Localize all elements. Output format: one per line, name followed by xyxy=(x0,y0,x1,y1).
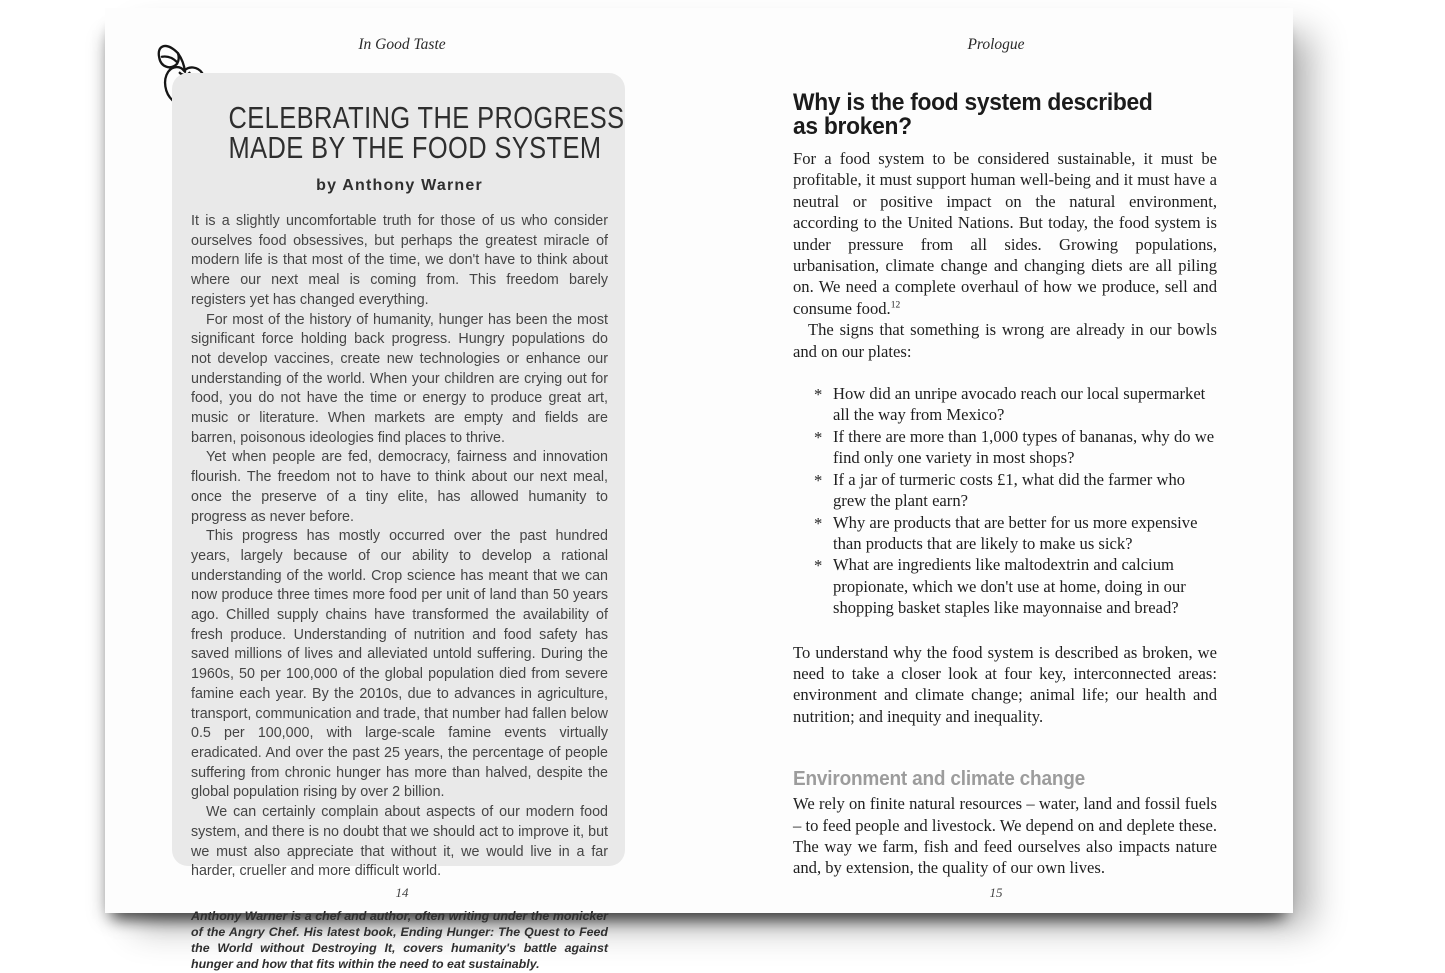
essay-body xyxy=(191,212,608,882)
footnote-reference: 12 xyxy=(890,300,901,311)
intro-paragraph xyxy=(793,148,1217,319)
list-item xyxy=(793,554,1217,618)
essay-paragraph: It is a slightly uncomfortable truth for those of us who consider ourselves food obsessives, but perhaps the greatest miracle of modern life is that most of the time, we don't have to think about where our next meal is coming from. This freedom barely registers yet has changed everything. xyxy=(191,213,608,308)
prologue-text-column xyxy=(793,8,1217,879)
subsection-heading: Environment and climate change xyxy=(793,768,1086,791)
essay-paragraph: This progress has mostly occurred over the past hundred years, largely because of our ability to develop a rational understanding of the world. Crop science has meant that we can now produce three times more food per unit of land than 50 years ago. Chilled supply chains have transformed the availability of fresh produce. Understanding of nutrition and food safety has saved millions of lives and alleviated untold suffering. During the 1960s, 50 per 100,000 of the global population died from severe famine each year. By the 2010s, due to advances in agriculture, transport, communication and trade, that number had fallen below 0.5 per 100,000, with large-scale famine events virtually eradicated. And over the past 25 years, the percentage of people suffering from chronic hunger has more than halved, despite the global population rising by over 2 billion. xyxy=(191,528,608,801)
page-number-right: 15 xyxy=(989,885,1003,900)
asterisk-bullet: * xyxy=(814,427,823,447)
book-spread xyxy=(105,8,1293,971)
section-heading xyxy=(793,91,1217,139)
running-head-left: In Good Taste xyxy=(358,36,446,53)
section-heading-line2: as broken? xyxy=(793,113,912,140)
essay-paragraph: For most of the history of humanity, hunger has been the most significant force holding back progress. Hungry populations do not develop vaccines, create new technologies or enhance our understanding of the world. When your children are crying out for food, you do not have the time or energy to produce great art, music or literature. When markets are empty and fields are barren, poisonous ideologies find places to thrive. xyxy=(191,311,608,446)
page-left xyxy=(105,8,699,971)
list-item-text: If there are more than 1,000 types of bananas, why do we find only one variety in most shops? xyxy=(833,426,1215,468)
essay-title-line1: CELEBRATING THE PROGRESS xyxy=(228,100,625,135)
asterisk-bullet: * xyxy=(814,385,823,405)
essay-title xyxy=(191,100,625,165)
list-item xyxy=(793,383,1217,426)
essay-title-line2: MADE BY THE FOOD SYSTEM xyxy=(228,130,602,165)
asterisk-bullet: * xyxy=(814,556,823,576)
list-item-text: Why are products that are better for us more expensive than products that are likely to make us sick? xyxy=(833,512,1198,553)
asterisk-bullet: * xyxy=(814,513,823,533)
author-bio-note: Anthony Warner is a chef and author, often writing under the monicker of the Angry Chef. His latest book, Ending Hunger: The Quest to Feed the World without Destroying It, covers humanity's battle against hunger and how that fits within the need to eat sustainably. xyxy=(191,908,608,971)
understand-paragraph: To understand why the food system is described as broken, we need to take a closer look at four key, interconnected areas: environment and climate change; animal life; our health and nutrition; and inequity and inequality. xyxy=(793,642,1217,726)
page-number-left: 14 xyxy=(395,885,409,900)
list-item-text: How did an unripe avocado reach our local supermarket all the way from Mexico? xyxy=(833,384,1206,425)
environment-paragraph: We rely on finite natural resources – water, land and fossil fuels – to feed people and livestock. We depend on and deplete these. The way we farm, fish and feed ourselves also impacts nature and, by extension, the quality of our own lives. xyxy=(793,794,1217,878)
page-right xyxy=(699,8,1293,913)
essay-paragraph: Yet when people are fed, democracy, fairness and innovation flourish. The freedom not to have to think about our next meal, once the preserve of a tiny elite, has allowed humanity to progress as never before. xyxy=(191,449,608,525)
asterisk-bullet: * xyxy=(814,470,823,490)
list-item-text: What are ingredients like maltodextrin and calcium propionate, which we don't use at home, doing in our shopping basket staples like mayonnaise and bread? xyxy=(833,555,1186,618)
list-item xyxy=(793,512,1217,555)
section-heading-line1: Why is the food system described xyxy=(793,89,1153,116)
list-item-text: If a jar of turmeric costs £1, what did the farmer who grew the plant earn? xyxy=(833,469,1186,511)
list-item xyxy=(793,426,1217,469)
intro-paragraph-text: For a food system to be considered sustainable, it must be profitable, it must support human well-being and it must have a neutral or positive impact on the natural environment, according to the United Nations. But today, the food system is under pressure from all sides. Growing populations, urbanisation, climate change and changing diets are all piling on. We need a complete overhaul of how we produce, sell and consume food. xyxy=(793,149,1217,318)
question-list xyxy=(793,383,1217,618)
essay-paragraph: We can certainly complain about aspects of our modern food system, and there is no doubt that we should act to improve it, but we must also appreciate that without it, we would live in a far harder, crueller and more difficult world. xyxy=(191,804,608,880)
list-item xyxy=(793,469,1217,512)
essay-byline: by Anthony Warner xyxy=(316,177,483,194)
signs-paragraph: The signs that something is wrong are already in our bowls and on our plates: xyxy=(793,320,1217,361)
running-head-right: Prologue xyxy=(967,36,1025,53)
